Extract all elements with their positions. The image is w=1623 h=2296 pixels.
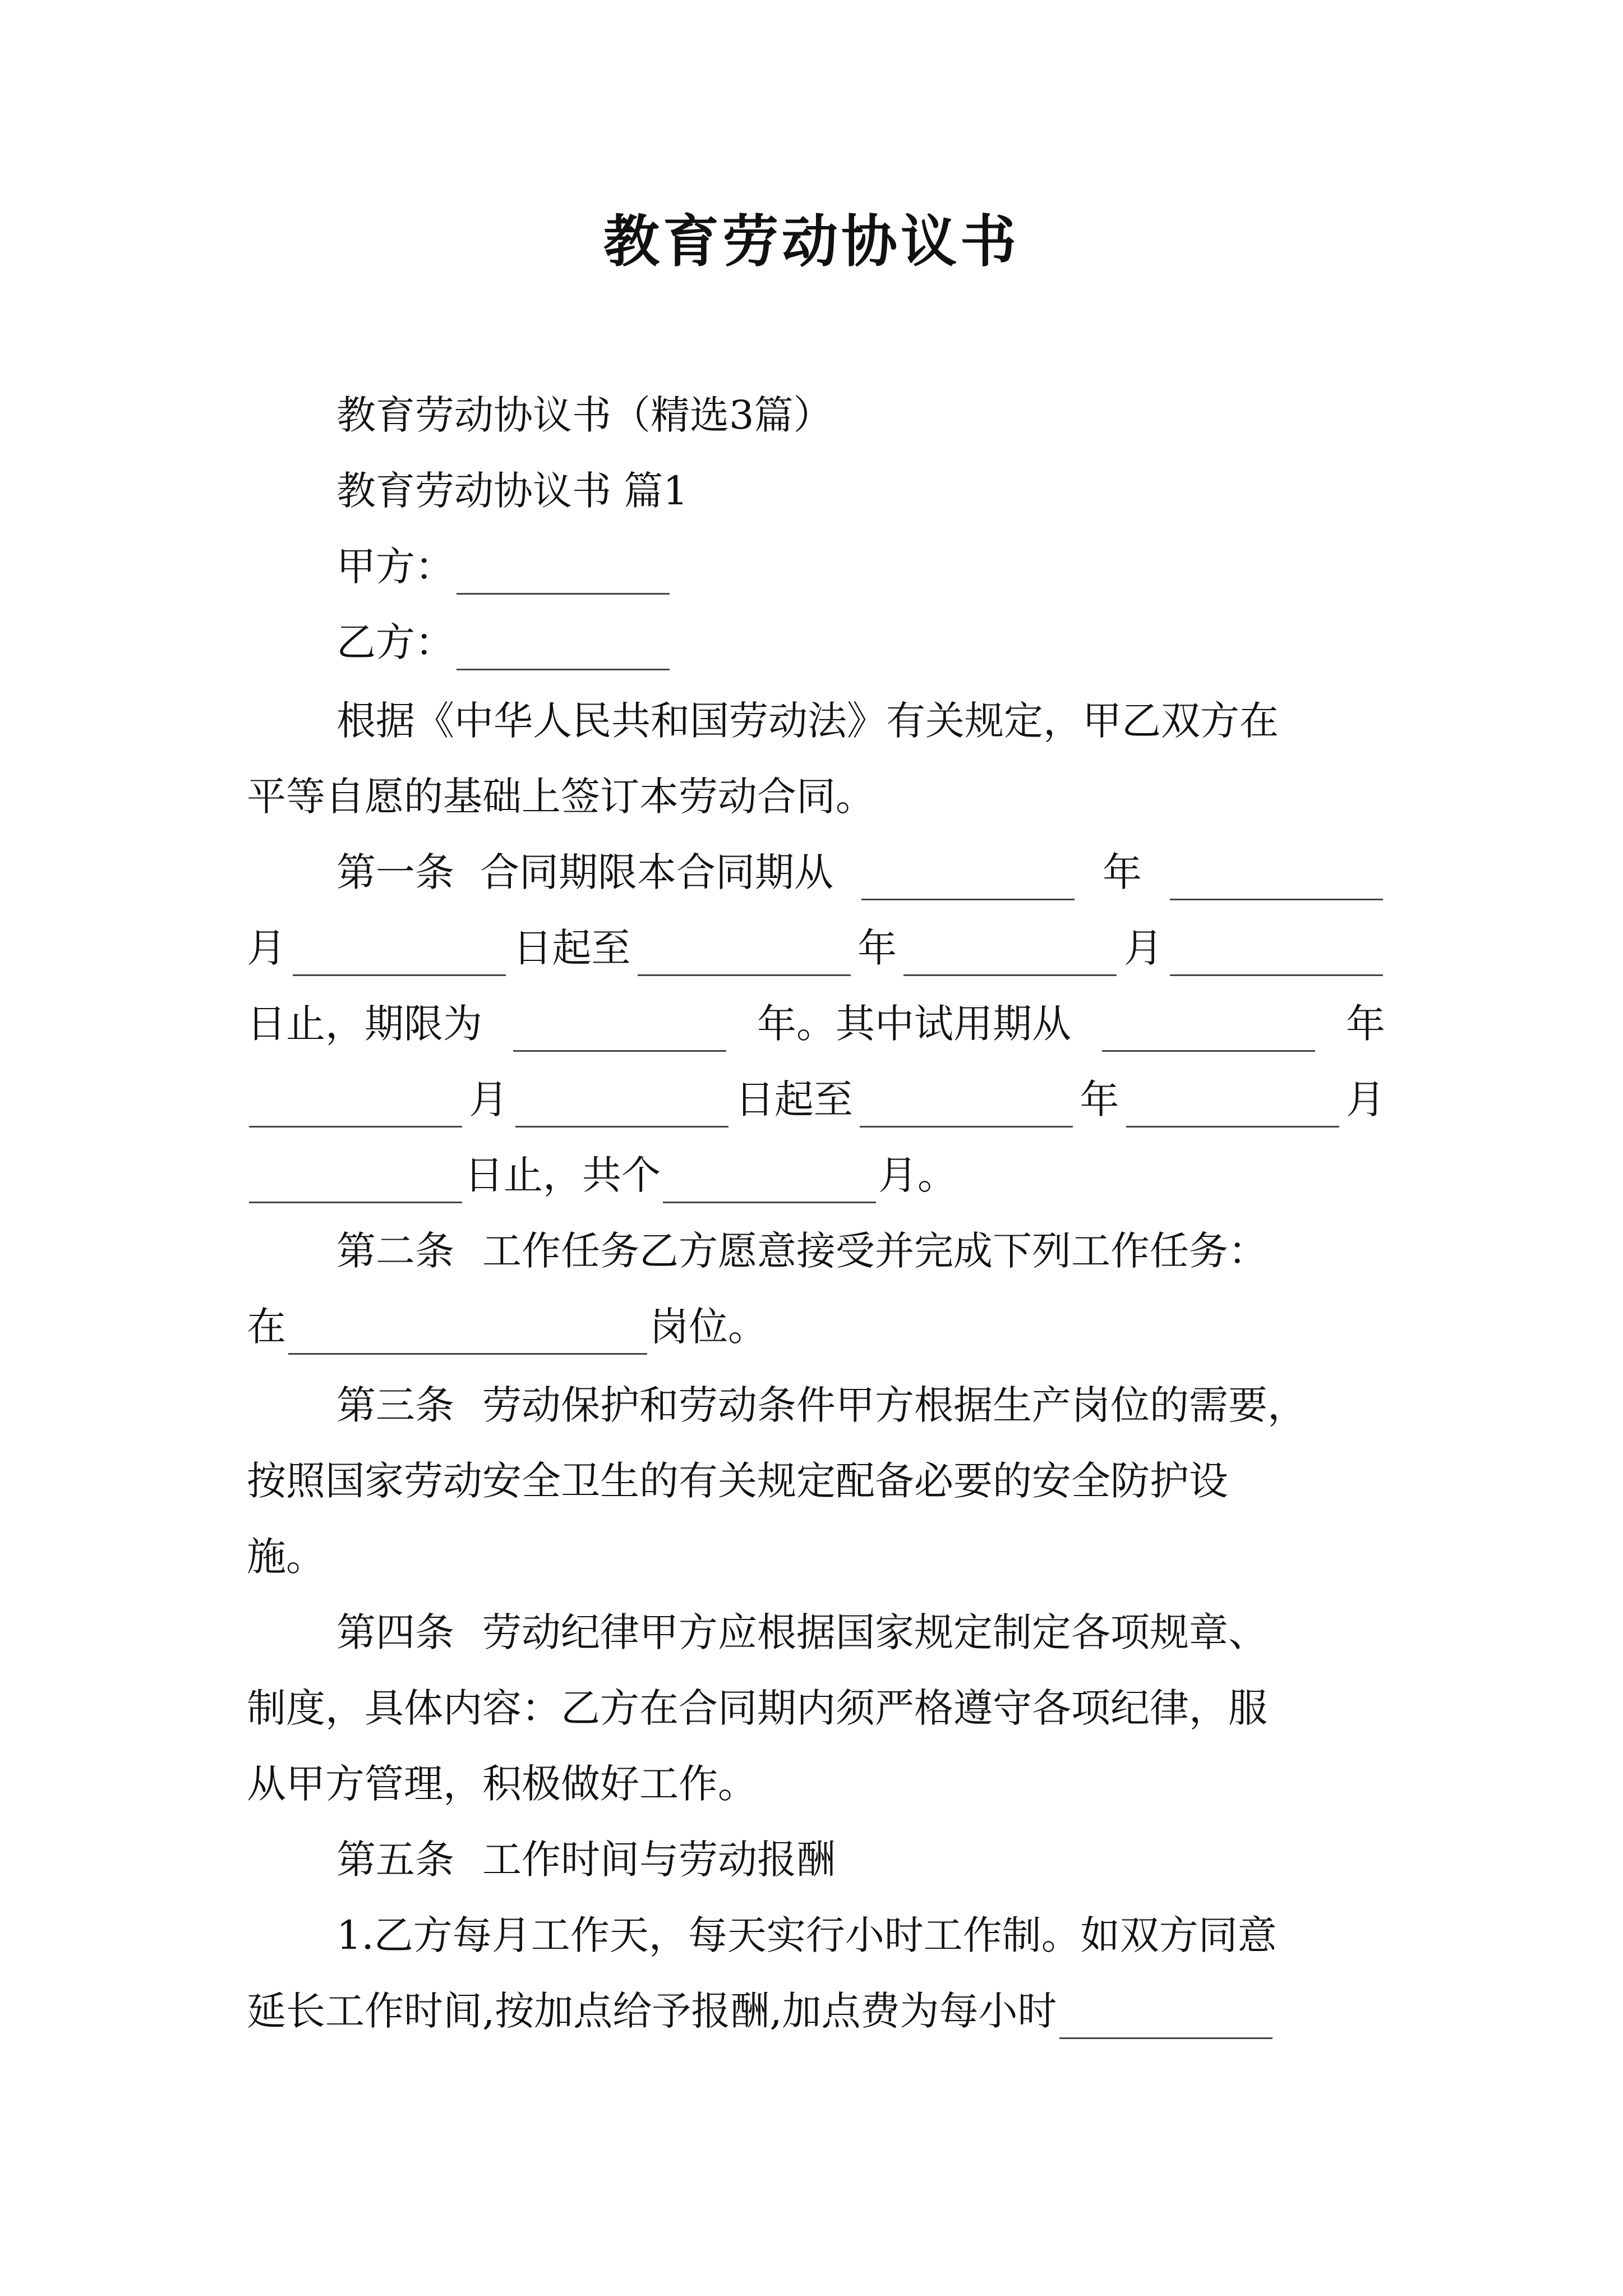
start-month-blank[interactable] bbox=[1170, 859, 1383, 900]
article2-heading: 第二条 bbox=[336, 1228, 454, 1274]
article1-line-4 bbox=[247, 1071, 1385, 1128]
party-a-label: 甲方： bbox=[336, 544, 454, 590]
article2-line-2 bbox=[247, 1299, 1385, 1355]
article1-line-1 bbox=[247, 844, 1385, 900]
article4-text-2: 制度，具体内容：乙方在合同期内须严格遵守各项纪律，服 bbox=[247, 1685, 1267, 1731]
article4-line-1 bbox=[247, 1604, 1385, 1660]
probation-start-year-blank[interactable] bbox=[1102, 1011, 1315, 1052]
article3-text-1: 劳动保护和劳动条件甲方根据生产岗位的需要， bbox=[482, 1382, 1307, 1428]
overtime-rate-blank[interactable] bbox=[1059, 1998, 1272, 2039]
probation-end-day-blank[interactable] bbox=[249, 1162, 462, 1203]
preamble-text-2: 平等自愿的基础上签订本劳动合同。 bbox=[247, 774, 875, 820]
party-b-label: 乙方： bbox=[336, 619, 454, 665]
article5-item1-line-2 bbox=[247, 1983, 1385, 2039]
subtitle-text: 教育劳动协议书（精选3篇） bbox=[336, 392, 833, 438]
probation-months-blank[interactable] bbox=[663, 1162, 876, 1203]
article1-l4-year: 年 bbox=[1080, 1076, 1119, 1122]
party-b-line bbox=[247, 614, 1385, 670]
term-years-blank[interactable] bbox=[513, 1011, 726, 1052]
article4-text-1: 劳动纪律甲方应根据国家规定制定各项规章、 bbox=[482, 1609, 1267, 1655]
article1-l5-total: 日止，共个 bbox=[464, 1152, 661, 1198]
article2-text-1: 工作任务乙方愿意接受并完成下列工作任务： bbox=[482, 1228, 1267, 1274]
section-heading-text: 教育劳动协议书 篇1 bbox=[336, 468, 688, 514]
article5-item1-text-2: 延长工作时间,按加点给予报酬,加点费为每小时 bbox=[247, 1988, 1057, 2034]
article4-text-3: 从甲方管理，积极做好工作。 bbox=[247, 1761, 757, 1807]
article1-line-3 bbox=[247, 996, 1385, 1052]
article4-heading: 第四条 bbox=[336, 1609, 454, 1655]
article3-line-1 bbox=[247, 1377, 1385, 1433]
article5-text-1: 工作时间与劳动报酬 bbox=[482, 1837, 836, 1883]
probation-end-month-blank[interactable] bbox=[1126, 1087, 1339, 1128]
end-year-blank[interactable] bbox=[638, 935, 851, 976]
article1-l3-year: 年 bbox=[1346, 1001, 1385, 1047]
end-month-blank[interactable] bbox=[903, 935, 1117, 976]
article3-line-2 bbox=[247, 1453, 1385, 1509]
party-b-blank[interactable] bbox=[457, 629, 670, 670]
section-heading bbox=[247, 463, 1385, 519]
article1-l5-month: 月。 bbox=[878, 1152, 957, 1198]
article1-l2-month2: 月 bbox=[1123, 925, 1163, 971]
article5-line-1 bbox=[247, 1832, 1385, 1888]
article5-heading: 第五条 bbox=[336, 1837, 454, 1883]
article1-l2-month: 月 bbox=[247, 925, 286, 971]
preamble-text-1: 根据《中华人民共和国劳动法》有关规定，甲乙双方在 bbox=[336, 698, 1279, 744]
article3-text-3: 施。 bbox=[247, 1534, 325, 1580]
article1-l4-from: 日起至 bbox=[735, 1076, 853, 1122]
end-day-blank[interactable] bbox=[1170, 935, 1383, 976]
probation-end-year-blank[interactable] bbox=[860, 1087, 1073, 1128]
article1-l4-month: 月 bbox=[469, 1076, 509, 1122]
article1-l4-month2: 月 bbox=[1345, 1076, 1385, 1122]
article5-item1-line-1 bbox=[247, 1907, 1385, 1963]
article2-line-1 bbox=[247, 1223, 1385, 1279]
article2-post: 岗位。 bbox=[649, 1304, 767, 1350]
article1-l3-probation: 年。其中试用期从 bbox=[757, 1001, 1071, 1047]
article1-line-2 bbox=[247, 920, 1385, 976]
article3-heading: 第三条 bbox=[336, 1382, 454, 1428]
article3-text-2: 按照国家劳动安全卫生的有关规定配备必要的安全防护设 bbox=[247, 1458, 1228, 1504]
article1-line-5 bbox=[247, 1147, 1385, 1203]
party-a-line bbox=[247, 539, 1385, 595]
preamble-line-2 bbox=[247, 769, 1385, 825]
position-blank[interactable] bbox=[288, 1314, 647, 1355]
document-subtitle bbox=[247, 387, 1385, 443]
start-day-blank[interactable] bbox=[293, 935, 506, 976]
article1-l3-term: 日止，期限为 bbox=[247, 1001, 482, 1047]
article1-text-a: 合同期限本合同期从 bbox=[480, 849, 833, 895]
article1-l2-from: 日起至 bbox=[513, 925, 631, 971]
article1-text-b: 年 bbox=[1103, 849, 1142, 895]
preamble-line-1 bbox=[247, 693, 1385, 749]
probation-start-day-blank[interactable] bbox=[515, 1087, 728, 1128]
article4-line-2 bbox=[247, 1680, 1385, 1736]
article5-item1-text-1: 1.乙方每月工作天，每天实行小时工作制。如双方同意 bbox=[336, 1912, 1277, 1958]
article2-at: 在 bbox=[247, 1304, 286, 1350]
article1-l2-year: 年 bbox=[857, 925, 897, 971]
article1-heading: 第一条 bbox=[336, 849, 454, 895]
article3-line-3 bbox=[247, 1529, 1385, 1585]
document-title: 教育劳动协议书 bbox=[603, 208, 1020, 274]
probation-start-month-blank[interactable] bbox=[249, 1087, 462, 1128]
article4-line-3 bbox=[247, 1756, 1385, 1812]
party-a-blank[interactable] bbox=[457, 554, 670, 595]
start-year-blank[interactable] bbox=[861, 859, 1075, 900]
